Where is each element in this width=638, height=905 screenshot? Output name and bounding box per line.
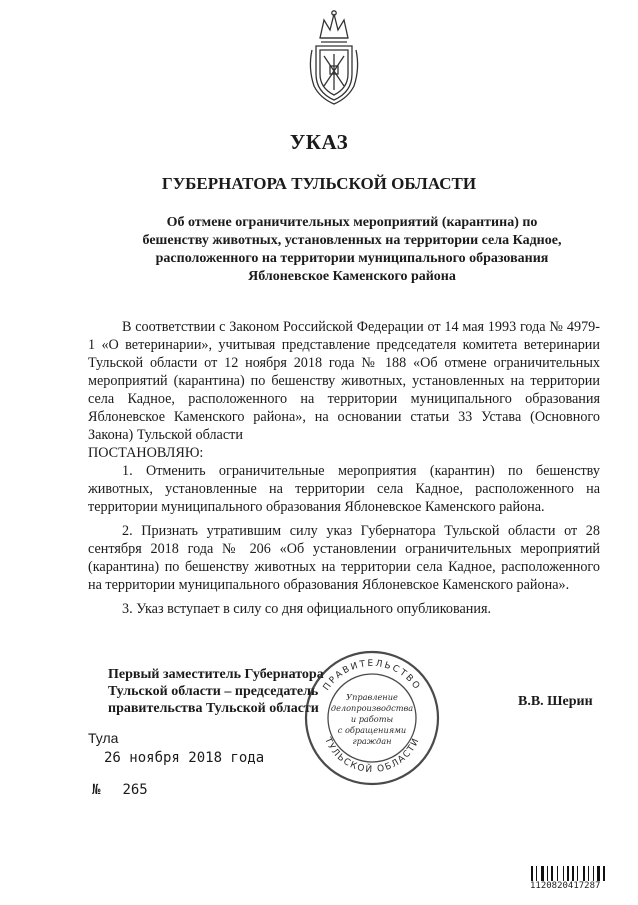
signatory-name: В.В. Шерин <box>518 694 593 709</box>
issue-date: 26 ноября 2018 года <box>104 750 265 766</box>
official-stamp <box>302 648 442 788</box>
stamp-inner-line: граждан <box>352 736 392 746</box>
stamp-inner-line: с обращениями <box>337 725 407 735</box>
stamp-inner-line: и работы <box>350 714 394 724</box>
number-sign: № <box>92 782 101 798</box>
number-value: 265 <box>122 782 148 798</box>
subject-line: Об отмене ограничительных мероприятий (карантина) по <box>166 215 538 230</box>
decree-subject <box>108 214 596 286</box>
decree-word: ПОСТАНОВЛЯЮ: <box>88 445 204 461</box>
decree-body <box>88 318 600 618</box>
barcode-number: 1120820417287 <box>530 881 622 891</box>
preamble-paragraph: В соответствии с Законом Российской Федерации от 14 мая 1993 года № 4979-1 «О ветеринарии», учитывая представление председателя комитета ветеринарии Тульской области от 12 ноября 2018 года № 188 «Об отмене ограничительных мероприятий (карантина) по бешенству животных, установленных на территории села Кадное, расположенного на территории муниципального образования Яблоневское Каменского района», на основании статьи 33 Устава (Основного Закона) Тульской области <box>88 319 600 443</box>
stamp-outer-bottom: ТУЛЬСКОЙ ОБЛАСТИ <box>322 736 422 776</box>
decree-item-1: 1. Отменить ограничительные мероприятия (карантин) по бешенству животных, установленные на территории села Кадное, расположенного на территории муниципального образования Яблоневское Каменского района. <box>88 463 600 515</box>
stamp-inner-line: Управление <box>346 692 398 702</box>
decree-item-2: 2. Признать утратившим силу указ Губернатора Тульской области от 28 сентября 2018 года № 206 «Об установлении ограничительных мероприятий (карантина) по бешенству животных на территории села Кадное, расположенного на территории муниципального образования Яблоневское Каменского района». <box>88 523 600 593</box>
subject-line: бешенству животных, установленных на территории села Кадное, <box>142 233 562 248</box>
decree-issuer: ГУБЕРНАТОРА ТУЛЬСКОЙ ОБЛАСТИ <box>161 174 477 193</box>
decree-number <box>92 782 148 798</box>
tula-region-coat-of-arms-icon <box>306 8 362 106</box>
position-line: Первый заместитель Губернатора <box>108 667 324 682</box>
svg-text:ПРАВИТЕЛЬСТВО <box>322 659 423 693</box>
decree-title: УКАЗ <box>289 130 349 154</box>
subject-line: Яблоневское Каменского района <box>248 269 456 284</box>
subject-line: расположенного на территории муниципального образования <box>155 251 549 266</box>
position-line: Тульской области – председатель <box>108 684 319 699</box>
decree-item-3: 3. Указ вступает в силу со дня официального опубликования. <box>122 601 492 617</box>
stamp-inner-line: делопроизводства <box>330 703 414 713</box>
stamp-outer-top: ПРАВИТЕЛЬСТВО <box>321 658 423 693</box>
position-line: правительства Тульской области <box>108 701 319 716</box>
issue-place: Тула <box>88 730 119 746</box>
